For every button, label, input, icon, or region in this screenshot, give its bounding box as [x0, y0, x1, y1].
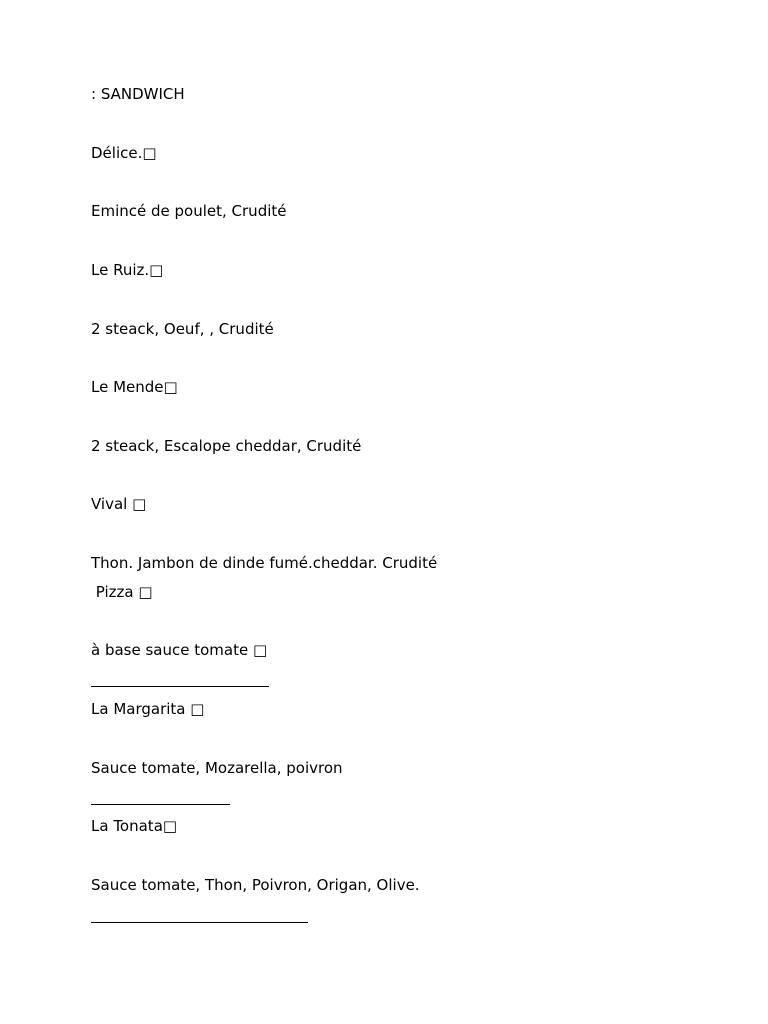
separator-rule — [91, 922, 308, 923]
item-title-le-ruiz: Le Ruiz.□ — [91, 261, 164, 279]
item-description-delice: Emincé de poulet, Crudité — [91, 202, 287, 220]
item-description-vival: Thon. Jambon de dinde fumé.cheddar. Crudité — [91, 554, 438, 572]
item-description-la-tonata: Sauce tomate, Thon, Poivron, Origan, Olive. — [91, 876, 420, 894]
item-title-le-mende: Le Mende□ — [91, 378, 178, 396]
item-title-la-tonata: La Tonata□ — [91, 817, 178, 835]
item-description-le-mende: 2 steack, Escalope cheddar, Crudité — [91, 437, 362, 455]
section-subheading-sauce-tomate: à base sauce tomate □ — [91, 641, 268, 659]
separator-rule — [91, 686, 269, 687]
section-heading-sandwich: : SANDWICH — [91, 85, 185, 103]
item-description-le-ruiz: 2 steack, Oeuf, , Crudité — [91, 320, 274, 338]
separator-rule — [91, 804, 230, 805]
item-title-la-margarita: La Margarita □ — [91, 700, 205, 718]
item-title-delice: Délice.□ — [91, 144, 157, 162]
item-title-vival: Vival □ — [91, 495, 147, 513]
item-description-la-margarita: Sauce tomate, Mozarella, poivron — [91, 759, 343, 777]
section-heading-pizza: Pizza □ — [91, 583, 153, 601]
